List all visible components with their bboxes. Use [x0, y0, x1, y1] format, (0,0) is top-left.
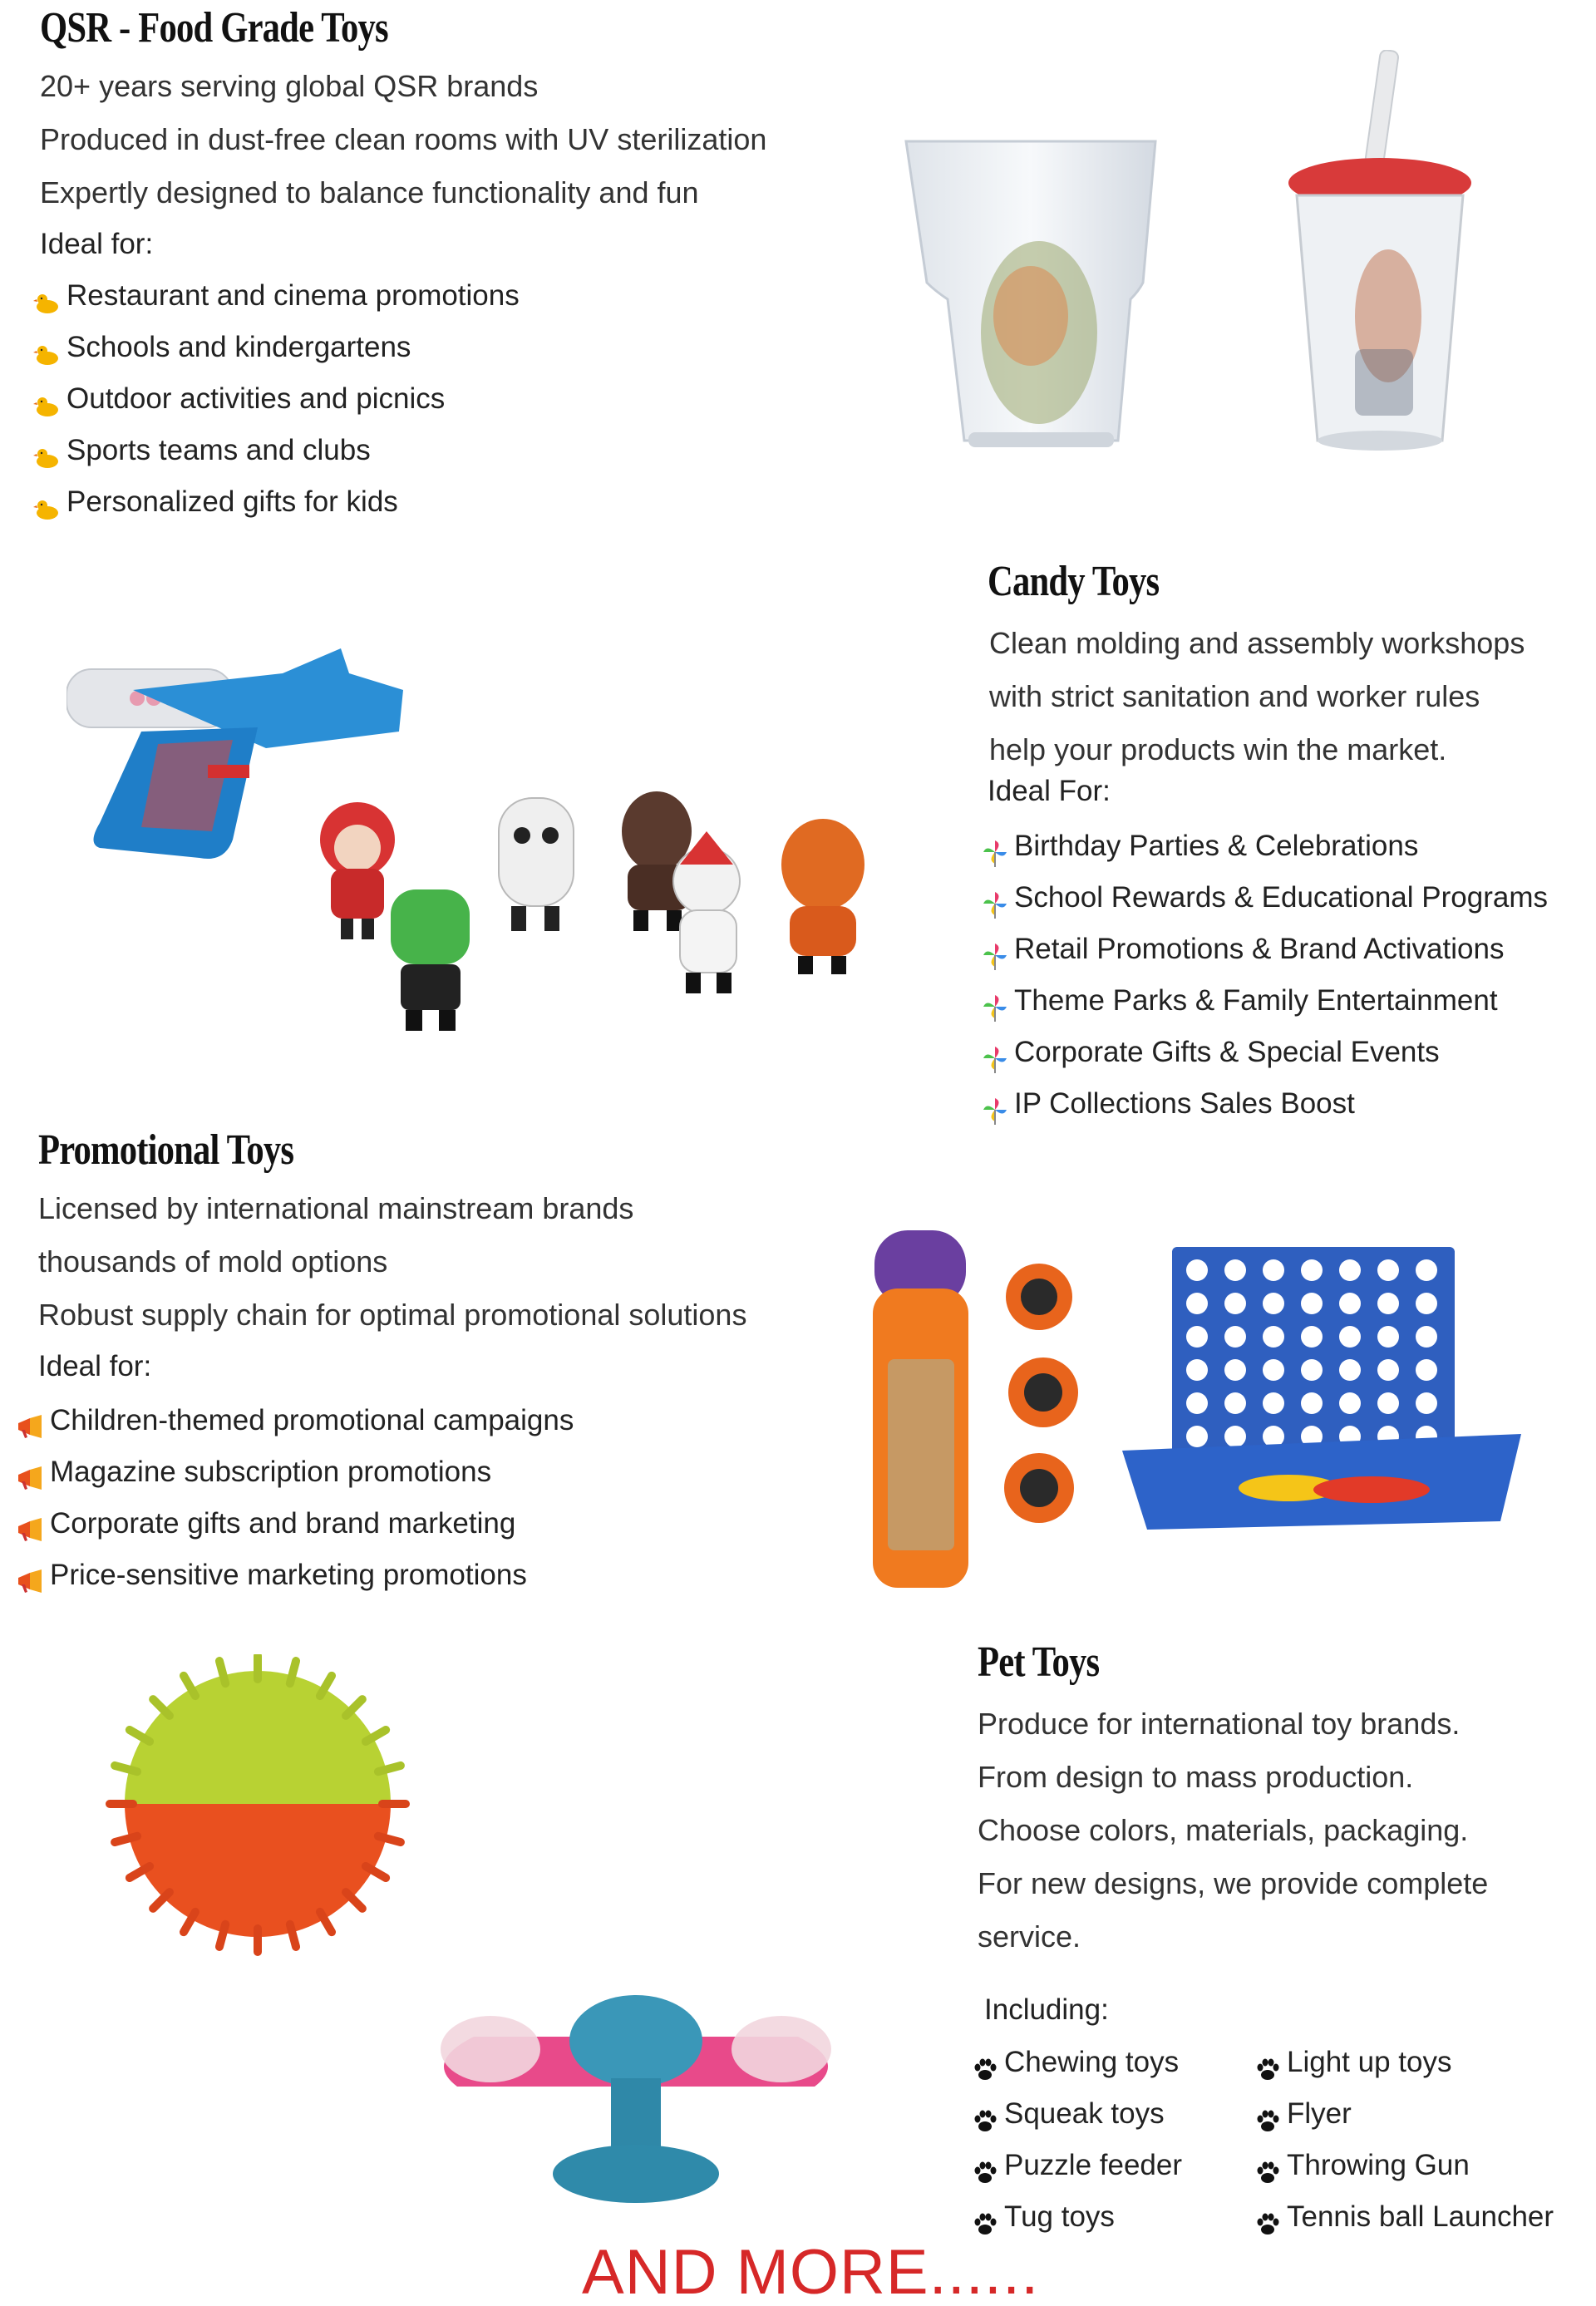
candy-title: Candy Toys	[988, 558, 1160, 605]
pet-line-4: For new designs, we provide complete	[978, 1866, 1489, 1900]
promo-line-1: Licensed by international mainstream brands	[38, 1191, 634, 1225]
duck-icon	[33, 436, 62, 465]
pet-list-item	[1254, 2088, 1554, 2140]
pet-section	[0, 1638, 1596, 2236]
duck-icon	[33, 488, 62, 516]
pet-list-item-label: Flyer	[1287, 2097, 1352, 2130]
pinwheel-icon	[981, 935, 1009, 963]
qsr-list-item	[33, 270, 520, 322]
pet-list-item	[1254, 2037, 1554, 2088]
pet-list-item-label: Throwing Gun	[1287, 2149, 1470, 2181]
qsr-list	[33, 270, 520, 528]
promo-list-item-label: Magazine subscription promotions	[50, 1456, 492, 1488]
promo-list-item-label: Children-themed promotional campaigns	[50, 1404, 574, 1436]
pinwheel-icon	[981, 987, 1009, 1015]
candy-list-item	[981, 1027, 1548, 1078]
pet-list-left	[971, 2037, 1182, 2243]
candy-line-1: Clean molding and assembly workshops	[989, 626, 1525, 660]
promo-list-item-label: Corporate gifts and brand marketing	[50, 1507, 516, 1540]
candy-list-item	[981, 924, 1548, 975]
paw-icon	[971, 2151, 999, 2180]
pet-including-label: Including:	[984, 1993, 1109, 2026]
paw-icon	[971, 2048, 999, 2077]
qsr-line-1: 20+ years serving global QSR brands	[40, 69, 539, 103]
qsr-list-item	[33, 476, 520, 528]
qsr-list-item-label: Sports teams and clubs	[66, 434, 371, 466]
pet-list-item-label: Tennis ball Launcher	[1287, 2200, 1554, 2233]
paw-icon	[971, 2100, 999, 2128]
promo-list-item	[17, 1395, 574, 1446]
megaphone-icon	[17, 1561, 45, 1589]
pet-list-item-label: Tug toys	[1004, 2200, 1115, 2233]
megaphone-icon	[17, 1407, 45, 1435]
promo-list-item	[17, 1498, 574, 1550]
spiky-ball-image	[100, 1654, 416, 1962]
pinwheel-icon	[981, 1090, 1009, 1118]
pet-list-item-label: Puzzle feeder	[1004, 2149, 1183, 2181]
candy-list	[981, 820, 1548, 1130]
paw-icon	[1254, 2048, 1282, 2077]
candy-section	[0, 540, 1596, 1122]
candy-list-item	[981, 872, 1548, 924]
pet-line-5: service.	[978, 1919, 1081, 1954]
pet-title: Pet Toys	[978, 1638, 1100, 1686]
qsr-line-3: Expertly designed to balance functionality and fun	[40, 175, 699, 209]
pet-list-item	[971, 2140, 1182, 2191]
promo-title: Promotional Toys	[38, 1126, 294, 1174]
candy-list-item-label: School Rewards & Educational Programs	[1014, 881, 1548, 914]
candy-list-item-label: Retail Promotions & Brand Activations	[1014, 933, 1505, 965]
pet-list-item	[1254, 2191, 1554, 2243]
clear-cup-image	[889, 133, 1172, 457]
candy-list-item-label: Birthday Parties & Celebrations	[1014, 830, 1419, 862]
pinwheel-icon	[981, 832, 1009, 860]
pet-list-item	[971, 2088, 1182, 2140]
connect-four-game-image	[1122, 1247, 1521, 1538]
qsr-line-2: Produced in dust-free clean rooms with UV sterilization	[40, 122, 767, 156]
candy-list-item-label: IP Collections Sales Boost	[1014, 1087, 1355, 1120]
duck-icon	[33, 333, 62, 362]
qsr-list-item	[33, 322, 520, 373]
wind-up-figures-image	[308, 781, 873, 1047]
qsr-list-item-label: Personalized gifts for kids	[66, 485, 398, 518]
pet-line-3: Choose colors, materials, packaging.	[978, 1813, 1469, 1847]
paw-icon	[1254, 2151, 1282, 2180]
candy-ideal-label: Ideal For:	[988, 775, 1111, 807]
megaphone-icon	[17, 1458, 45, 1486]
qsr-list-item-label: Outdoor activities and picnics	[66, 382, 446, 415]
lidded-straw-cup-image	[1280, 50, 1480, 457]
candy-list-item	[981, 975, 1548, 1027]
candy-line-2: with strict sanitation and worker rules	[989, 679, 1480, 713]
qsr-title: QSR - Food Grade Toys	[40, 4, 388, 52]
qsr-section	[0, 0, 1596, 540]
candy-list-item	[981, 820, 1548, 872]
promo-line-2: thousands of mold options	[38, 1244, 388, 1279]
duck-icon	[33, 282, 62, 310]
promo-list-item	[17, 1446, 574, 1498]
and-more-footer: AND MORE......	[582, 2237, 1040, 2306]
qsr-list-item	[33, 425, 520, 476]
megaphone-icon	[17, 1510, 45, 1538]
promo-list	[17, 1395, 574, 1601]
paw-icon	[1254, 2203, 1282, 2231]
pet-list-item	[971, 2191, 1182, 2243]
qsr-list-item	[33, 373, 520, 425]
candy-line-3: help your products win the market.	[989, 732, 1447, 766]
qsr-list-item-label: Schools and kindergartens	[66, 331, 411, 363]
pet-list-item-label: Light up toys	[1287, 2046, 1452, 2078]
promo-line-3: Robust supply chain for optimal promotional solutions	[38, 1298, 747, 1332]
duck-icon	[33, 385, 62, 413]
promo-list-item-label: Price-sensitive marketing promotions	[50, 1559, 527, 1591]
promo-list-item	[17, 1550, 574, 1601]
pet-list-item-label: Chewing toys	[1004, 2046, 1180, 2078]
pinwheel-icon	[981, 884, 1009, 912]
pet-line-2: From design to mass production.	[978, 1760, 1414, 1794]
qsr-list-item-label: Restaurant and cinema promotions	[66, 279, 520, 312]
promo-section	[0, 1122, 1596, 1638]
pet-list-right	[1254, 2037, 1554, 2243]
pet-list-item	[1254, 2140, 1554, 2191]
pinwheel-icon	[981, 1038, 1009, 1067]
candy-list-item-label: Corporate Gifts & Special Events	[1014, 1036, 1440, 1068]
paw-icon	[1254, 2100, 1282, 2128]
candy-list-item-label: Theme Parks & Family Entertainment	[1014, 984, 1498, 1017]
slide-viewer-toy-image	[864, 1230, 1097, 1596]
pet-list-item	[971, 2037, 1182, 2088]
suction-spinner-image	[424, 1970, 848, 2211]
paw-icon	[971, 2203, 999, 2231]
pet-line-1: Produce for international toy brands.	[978, 1707, 1461, 1741]
promo-ideal-label: Ideal for:	[38, 1350, 152, 1382]
qsr-ideal-label: Ideal for:	[40, 228, 154, 260]
pet-list-item-label: Squeak toys	[1004, 2097, 1165, 2130]
